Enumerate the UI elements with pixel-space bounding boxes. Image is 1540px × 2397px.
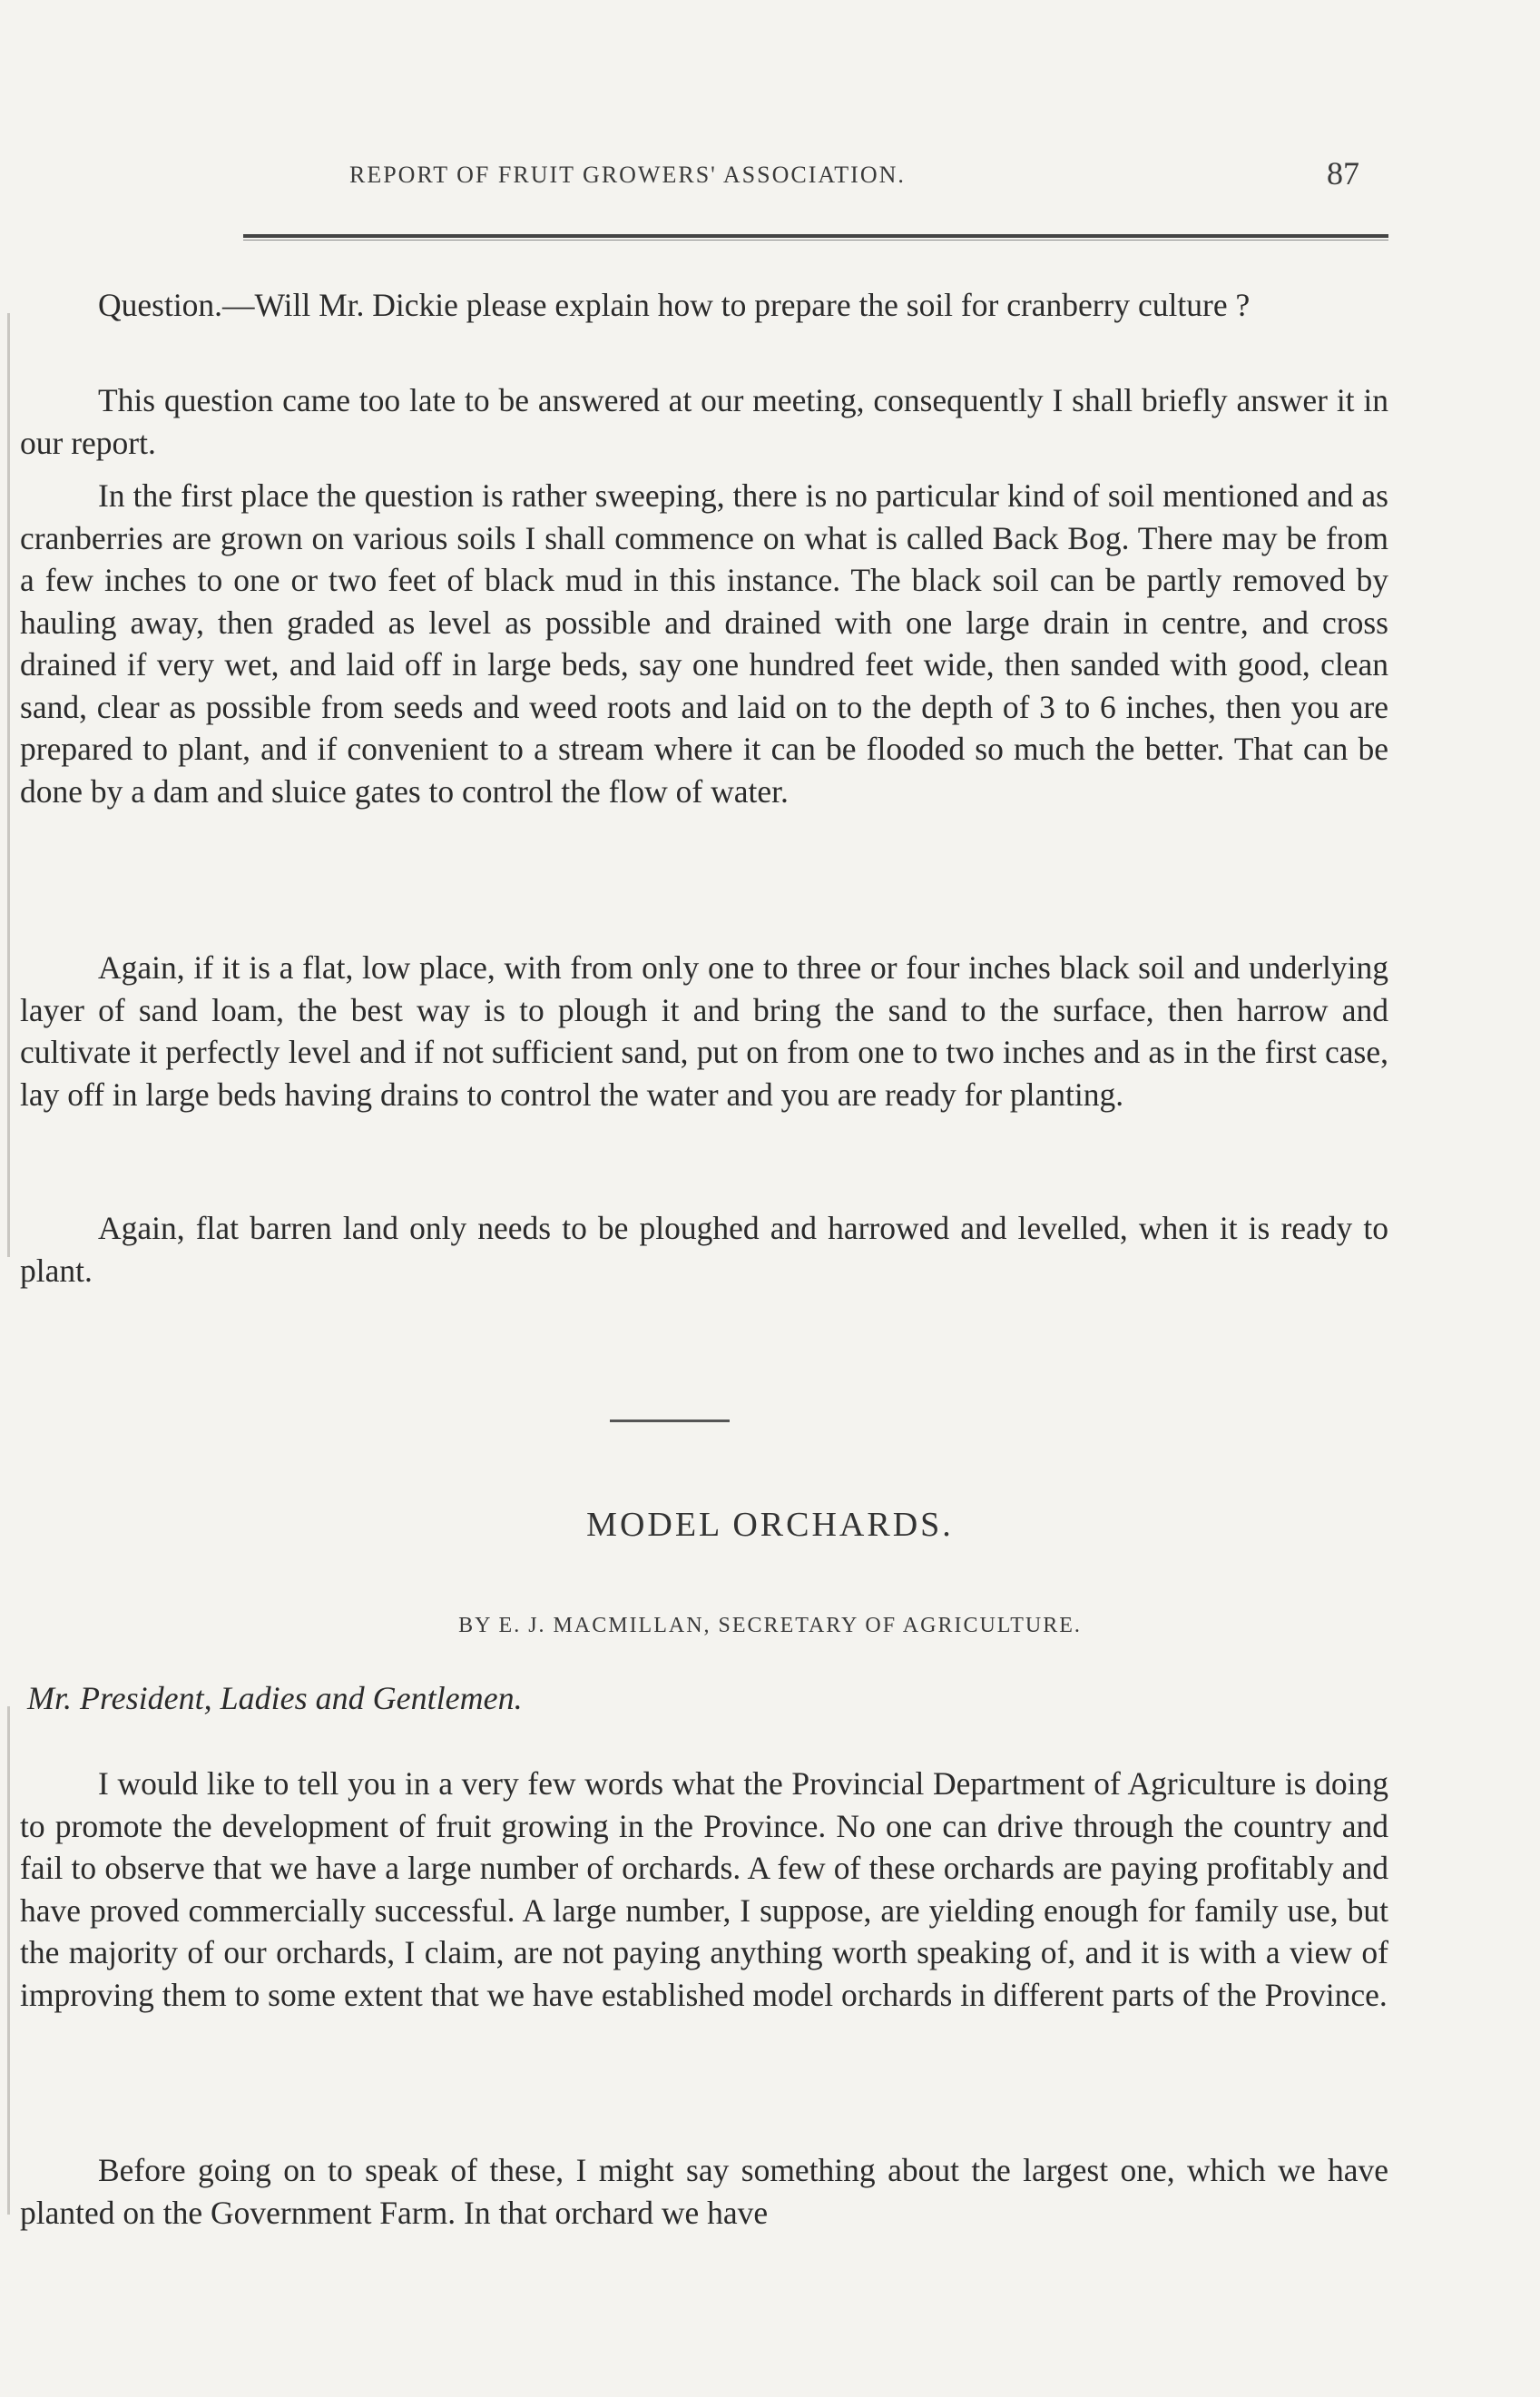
header-rule-thin [243,240,1388,241]
paragraph-back-bog: In the first place the question is rather sweeping, there is no particular kind of soil mentioned and as cranberries are grown on various soils I shall commence on what is called Back Bog. There may be from a few inches to one or two feet of black mud in this instance. The black soil can be partly removed by hauling away, then graded as level as possible and drained with one large drain in centre, and cross drained if very wet, and laid off in large beds, say one hundred feet wide, then sanded with good, clean sand, clear as possible from seeds and weed roots and laid on to the depth of 3 to 6 inches, then you are prepared to plant, and if convenient to a stream where it can be flooded so much the better. That can be done by a dam and sluice gates to control the flow of water. [20,477,1388,810]
section-title: MODEL ORCHARDS. [586,1506,954,1544]
paragraph-intro: This question came too late to be answered at our meeting, consequently I shall briefly answer it in our report. [20,382,1388,461]
running-head: REPORT OF FRUIT GROWERS' ASSOCIATION. [349,162,906,188]
binding-shadow [7,958,10,1257]
paragraph-department: I would like to tell you in a very few words what the Provincial Department of Agriculture is doing to promote the development of fruit growing in the Province. No one can drive through the country and fail to observe that we have a large number of orchards. A few of these orchards are paying profitably and have proved commercially successful. A large number, I suppose, are yielding enough for family use, but the majority of our orchards, I claim, are not paying anything worth speaking of, and it is with a view of improving them to some extent that we have established model orchards in different parts of the Province. [20,1765,1388,2013]
paragraph-barren-land: Again, flat barren land only needs to be ploughed and harrowed and levelled, when it is ready to plant. [20,1210,1388,1289]
paragraph-question: Question.—Will Mr. Dickie please explain how to prepare the soil for cranberry culture ? [98,287,1251,323]
page-number: 87 [1327,155,1359,192]
binding-shadow [7,1706,10,2215]
section-divider [610,1420,730,1422]
paragraph-government-farm: Before going on to speak of these, I might say something about the largest one, which we have planted on the Government Farm. In that orchard we have [20,2152,1388,2231]
header-rule [243,234,1388,238]
paragraph-flat-low-place: Again, if it is a flat, low place, with from only one to three or four inches black soil and underlying layer of sand loam, the best way is to plough it and bring the sand to the surface, then harrow and cultivate it perfectly level and if not sufficient sand, put on from one to two inches and as in the first case, lay off in large beds having drains to control the water and you are ready for planting. [20,949,1388,1113]
byline: BY E. J. MACMILLAN, SECRETARY OF AGRICULTURE. [458,1614,1082,1637]
salutation: Mr. President, Ladies and Gentlemen. [27,1680,523,1716]
binding-shadow [7,313,10,967]
